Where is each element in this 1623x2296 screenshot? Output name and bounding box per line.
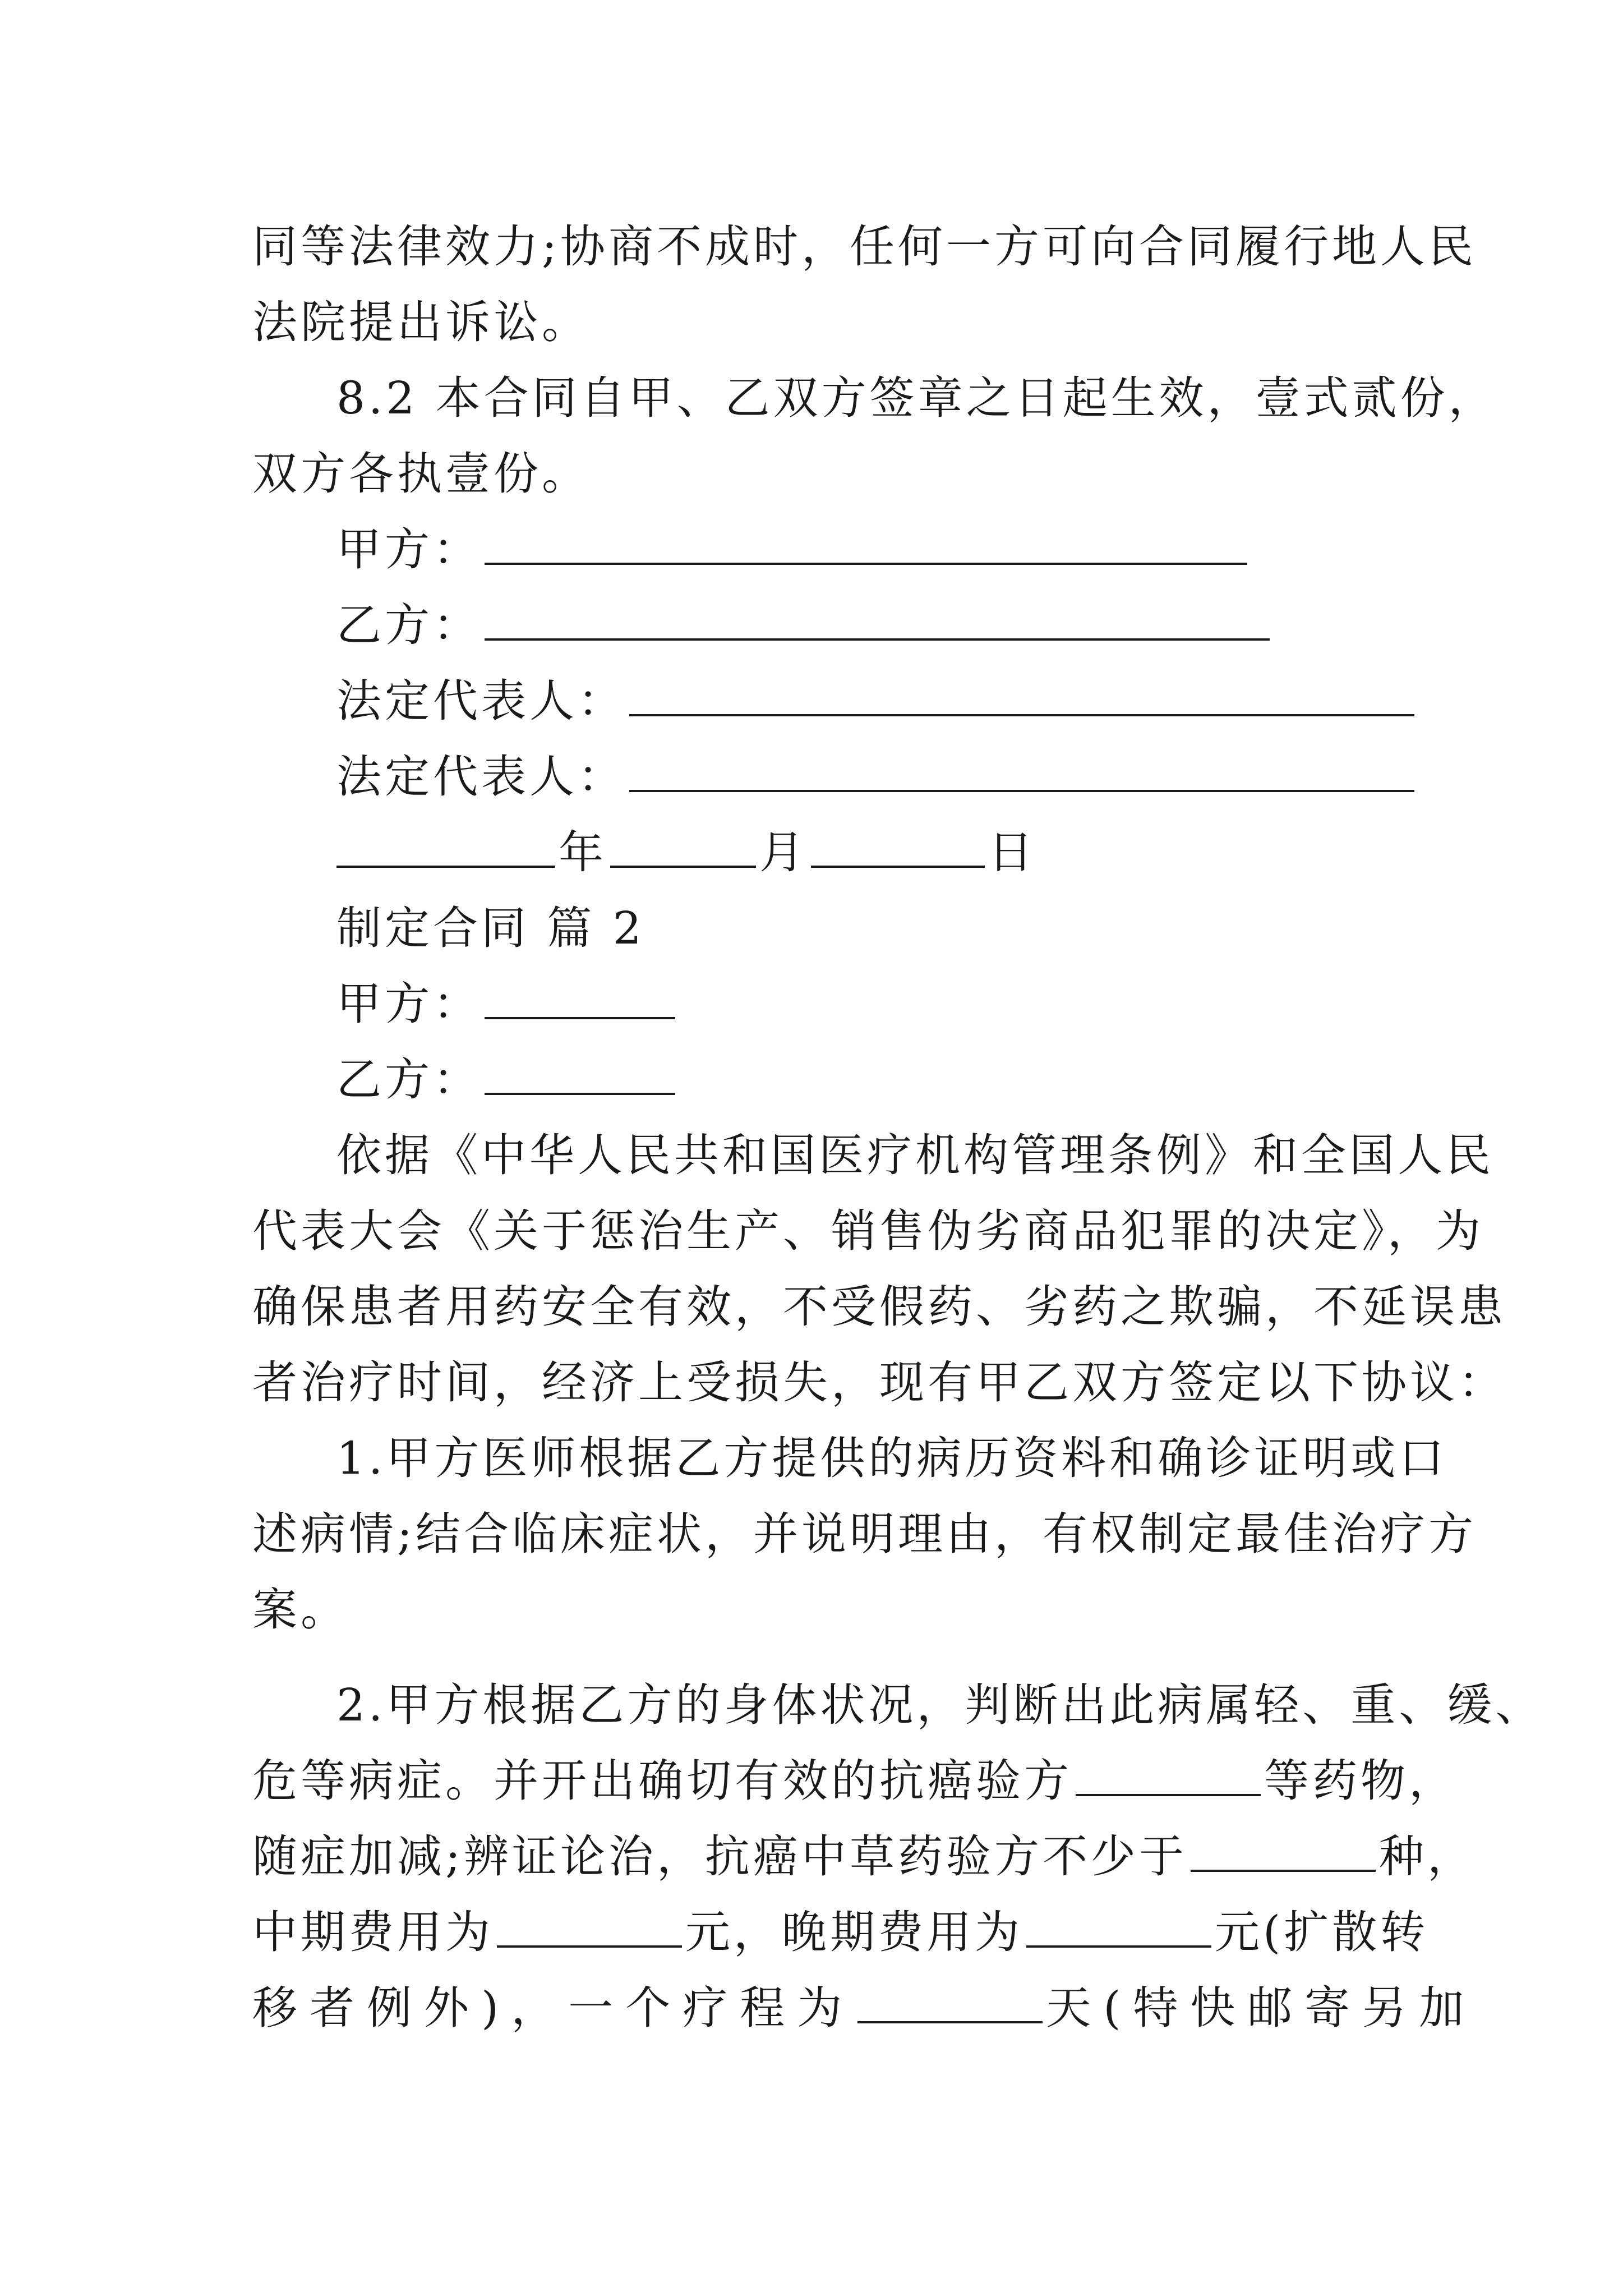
legal-rep-label: 法定代表人：	[336, 675, 626, 727]
month-blank[interactable]	[610, 832, 756, 868]
party-a-blank[interactable]	[485, 529, 1247, 565]
paragraph-1-line: 代表大会《关于惩治生产、销售伪劣商品犯罪的决定》，为	[252, 1205, 1484, 1257]
clause-2-line	[252, 1755, 1457, 1807]
party-a-label: 甲方：	[336, 523, 481, 576]
clause-8-2: 8.2 本合同自甲、乙双方签章之日起生效，壹式贰份，	[336, 372, 1497, 424]
party-b-label: 乙方：	[336, 1053, 481, 1106]
paragraph-1-line: 确保患者用药安全有效，不受假药、劣药之欺骗，不延误患	[252, 1281, 1506, 1333]
clause-1-line: 案。	[252, 1584, 349, 1636]
section-heading: 制定合同 篇 2	[336, 902, 645, 954]
clause-2-line	[252, 1906, 1429, 1958]
clause-2-line: 2.甲方根据乙方的身体状况，判断出此病属轻、重、缓、	[336, 1679, 1544, 1731]
mid-stage-fee-blank[interactable]	[497, 1912, 682, 1948]
text-segment: 元，晚期费用为	[685, 1906, 1023, 1958]
month-label: 月	[759, 826, 808, 878]
text-line: 法院提出诉讼。	[252, 296, 590, 348]
course-days-blank[interactable]	[857, 1987, 1043, 2023]
text-segment: 种，	[1378, 1830, 1476, 1883]
legal-rep-row-1	[336, 675, 1418, 727]
text-segment: 危等病症。并开出确切有效的抗癌验方	[252, 1755, 1072, 1807]
party-b-blank[interactable]	[485, 605, 1270, 641]
legal-rep-label: 法定代表人：	[336, 751, 626, 803]
text-segment: 随症加减;辨证论治，抗癌中草药验方不少于	[252, 1830, 1187, 1883]
clause-1-line: 述病情;结合临床症状，并说明理由，有权制定最佳治疗方	[252, 1508, 1477, 1560]
clause-2-line	[252, 1830, 1476, 1883]
legal-rep-row-2	[336, 751, 1418, 803]
party-b-blank[interactable]	[485, 1059, 675, 1095]
party-a-label: 甲方：	[336, 978, 481, 1030]
prescription-blank[interactable]	[1076, 1760, 1261, 1796]
text-segment: 移者例外)，一个疗程为	[252, 1982, 855, 2034]
late-stage-fee-blank[interactable]	[1026, 1912, 1211, 1948]
paragraph-1-line: 依据《中华人民共和国医疗机构管理条例》和全国人民	[336, 1129, 1494, 1181]
text-segment: 等药物，	[1264, 1755, 1457, 1807]
date-row	[336, 826, 1036, 878]
text-line: 双方各执壹份。	[252, 448, 590, 500]
text-segment: 中期费用为	[252, 1906, 494, 1958]
clause-1-line: 1.甲方医师根据乙方提供的病历资料和确诊证明或口	[336, 1432, 1447, 1484]
text-segment: 天(特快邮寄另加	[1046, 1982, 1477, 2034]
year-blank[interactable]	[336, 832, 555, 868]
party-b-signature-row	[336, 599, 1273, 651]
party-b-row	[336, 1053, 679, 1106]
day-label: 日	[988, 826, 1036, 878]
year-label: 年	[559, 826, 607, 878]
day-blank[interactable]	[811, 832, 985, 868]
text-line: 同等法律效力;协商不成时，任何一方可向合同履行地人民	[252, 220, 1477, 273]
herb-count-blank[interactable]	[1191, 1836, 1376, 1872]
legal-rep-blank[interactable]	[629, 680, 1414, 716]
party-a-blank[interactable]	[485, 983, 675, 1019]
party-b-label: 乙方：	[336, 599, 481, 651]
clause-2-line	[252, 1982, 1477, 2034]
paragraph-1-line: 者治疗时间，经济上受损失，现有甲乙双方签定以下协议：	[252, 1356, 1506, 1409]
text-segment: 元(扩散转	[1215, 1906, 1429, 1958]
party-a-signature-row	[336, 523, 1251, 576]
party-a-row	[336, 978, 679, 1030]
legal-rep-blank[interactable]	[629, 756, 1414, 792]
